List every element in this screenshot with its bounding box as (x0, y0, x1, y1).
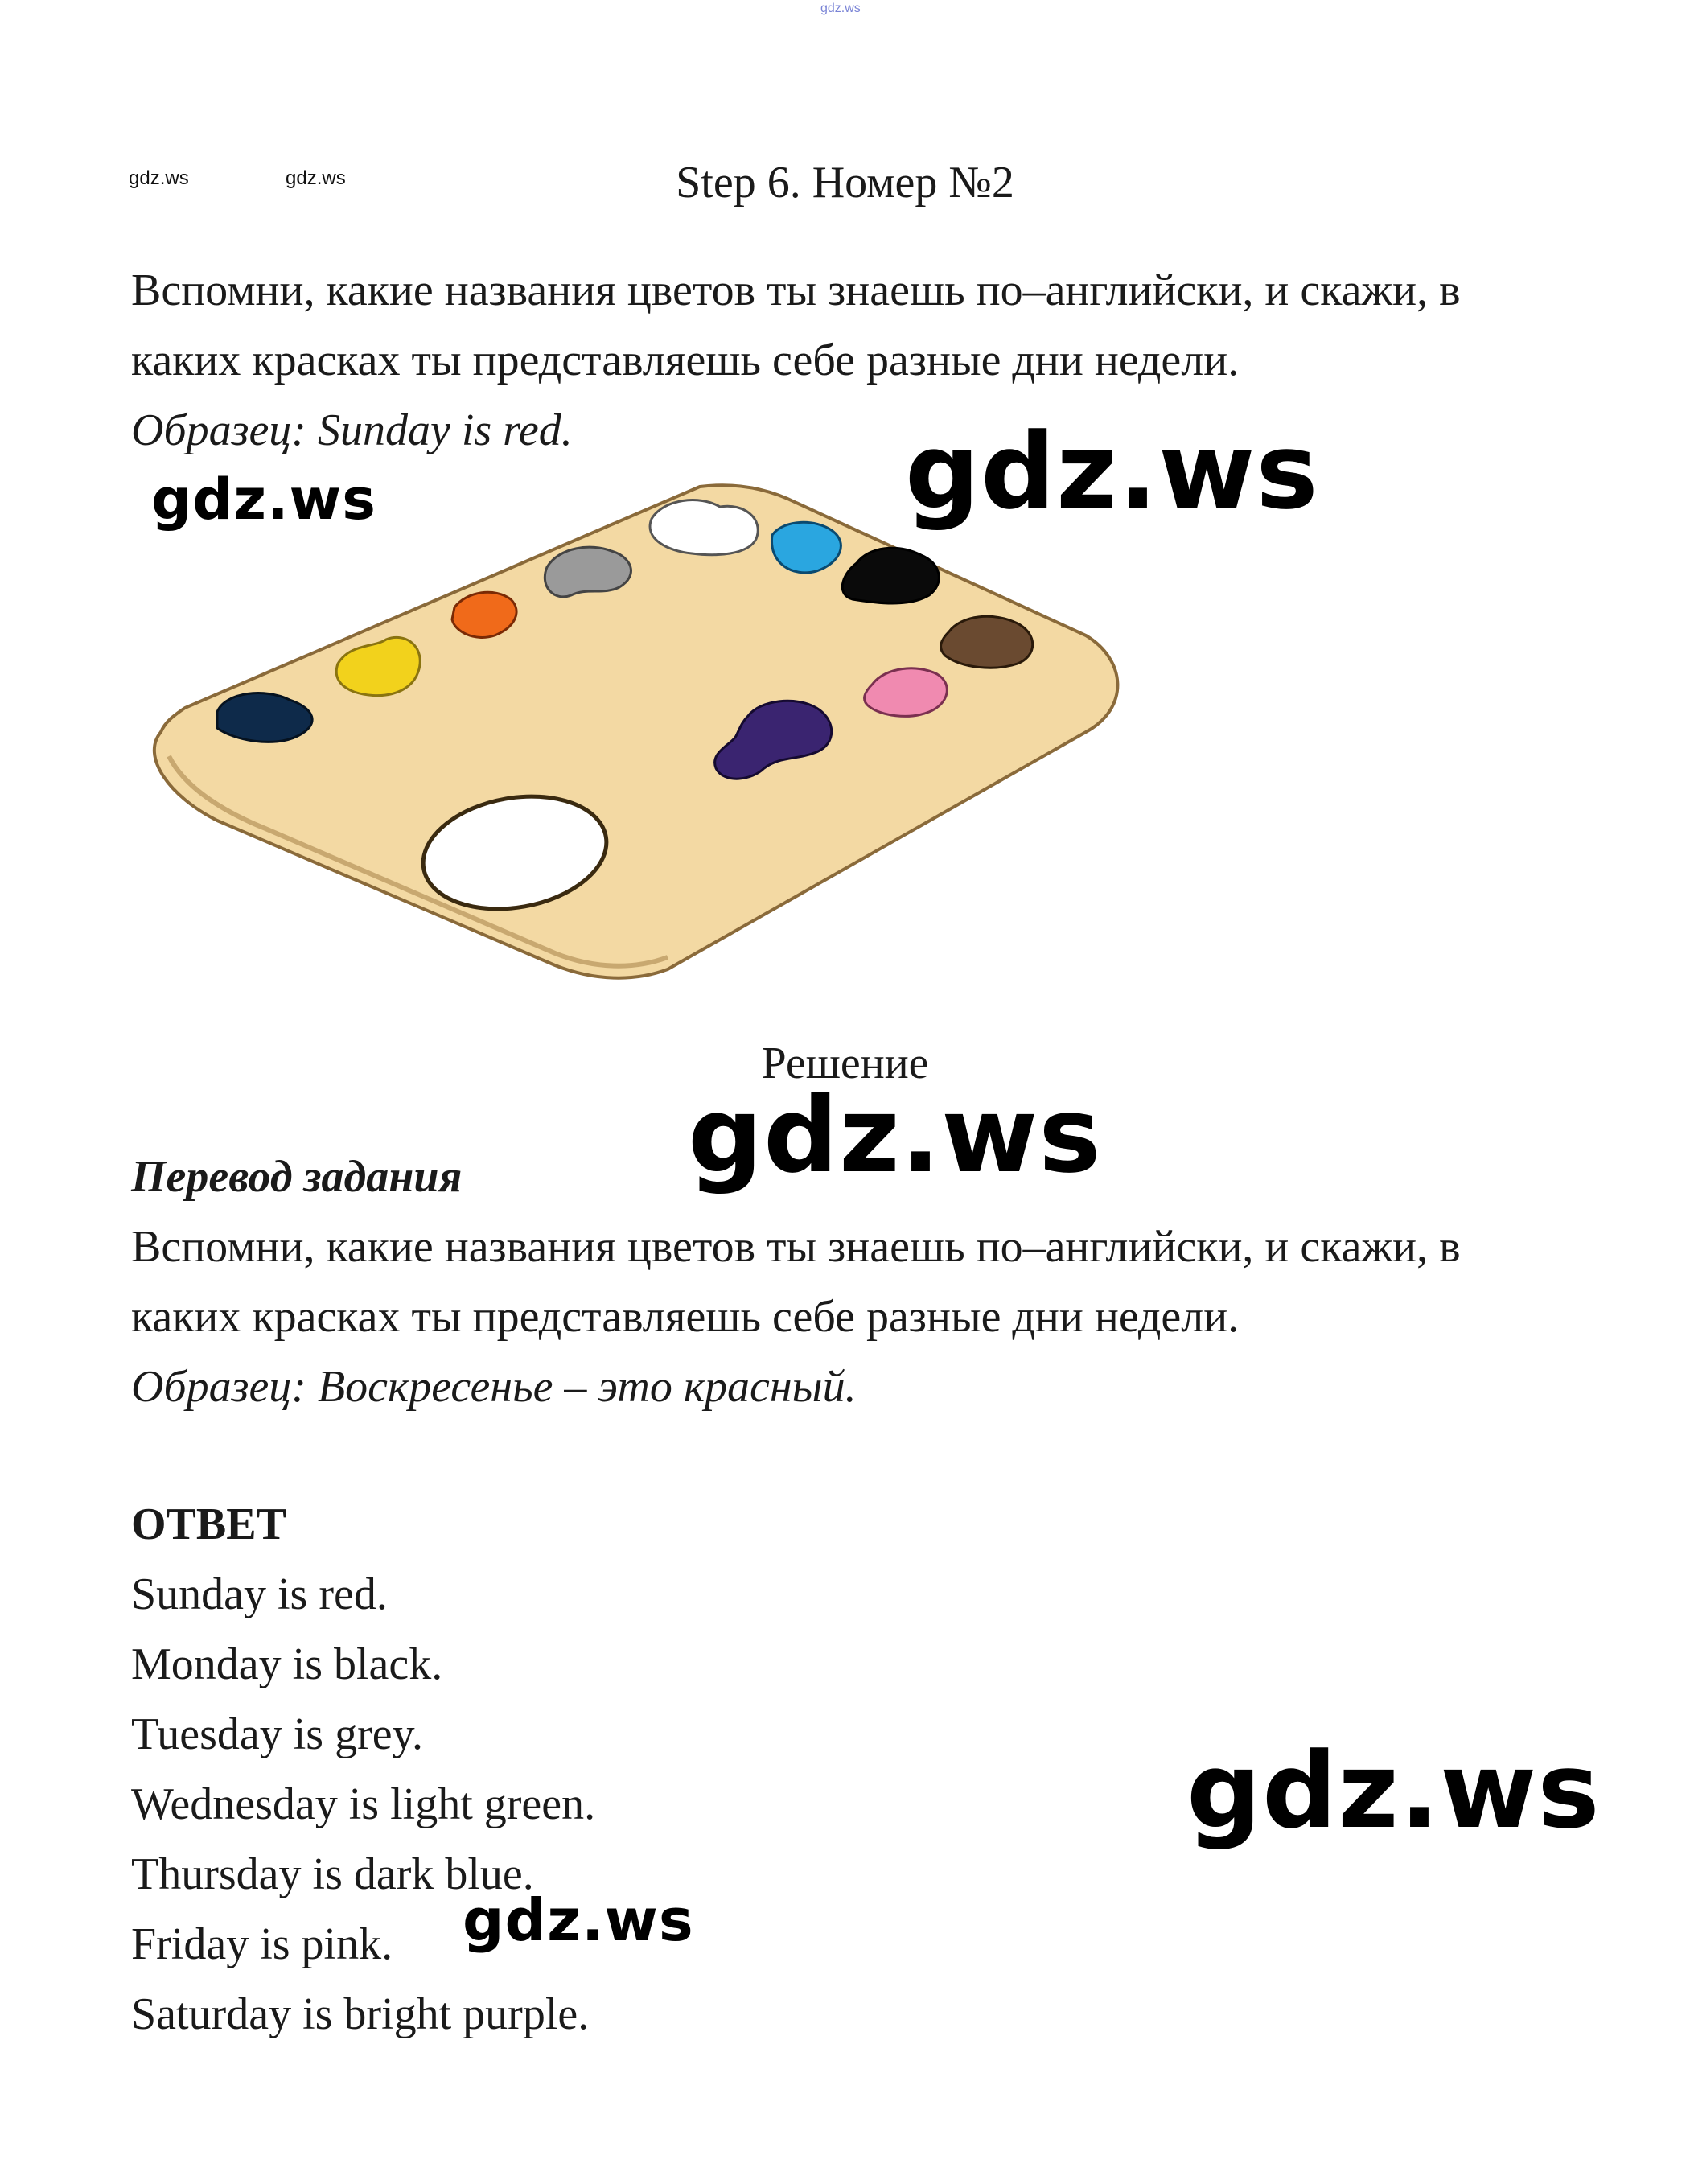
watermark-big-middle: gdz.ws (688, 1074, 1102, 1196)
solution-heading: Решение (761, 1039, 929, 1088)
paint-white (650, 500, 758, 555)
answer-heading: ОТВЕТ (131, 1499, 286, 1549)
answer-line-saturday: Saturday is bright purple. (131, 1989, 590, 2039)
answer-line-friday: Friday is pink. (131, 1919, 393, 1969)
translation-example: Образец: Воскресенье – это красный. (131, 1362, 857, 1412)
header-watermark-right: gdz.ws (286, 167, 346, 189)
page-title: Step 6. Номер №2 (676, 158, 1014, 208)
translation-line-1: Вспомни, какие названия цветов ты знаешь по–английски, и скажи, в (131, 1222, 1461, 1272)
task-example: Образец: Sunday is red. (131, 405, 573, 455)
answer-line-wednesday: Wednesday is light green. (131, 1779, 596, 1829)
watermark-big-top: gdz.ws (905, 410, 1319, 533)
translation-line-2: каких красках ты представляешь себе разные дни недели. (131, 1292, 1240, 1342)
answer-line-sunday: Sunday is red. (131, 1569, 388, 1619)
header-watermark-left: gdz.ws (129, 167, 189, 189)
top-watermark: gdz.ws (820, 2, 861, 15)
watermark-medium-left: gdz.ws (151, 467, 376, 533)
watermark-big-bottom: gdz.ws (1186, 1730, 1601, 1852)
answer-line-monday: Monday is black. (131, 1639, 443, 1689)
watermark-medium-answers: gdz.ws (463, 1886, 694, 1954)
task-line-2: каких красках ты представляешь себе разные дни недели. (131, 335, 1240, 385)
paint-palette-illustration (137, 467, 1134, 981)
translation-heading: Перевод задания (131, 1152, 463, 1202)
answer-line-tuesday: Tuesday is grey. (131, 1709, 423, 1759)
task-line-1: Вспомни, какие названия цветов ты знаешь по–английски, и скажи, в (131, 265, 1461, 315)
answer-line-thursday: Thursday is dark blue. (131, 1849, 534, 1899)
paint-light-blue (771, 522, 841, 573)
